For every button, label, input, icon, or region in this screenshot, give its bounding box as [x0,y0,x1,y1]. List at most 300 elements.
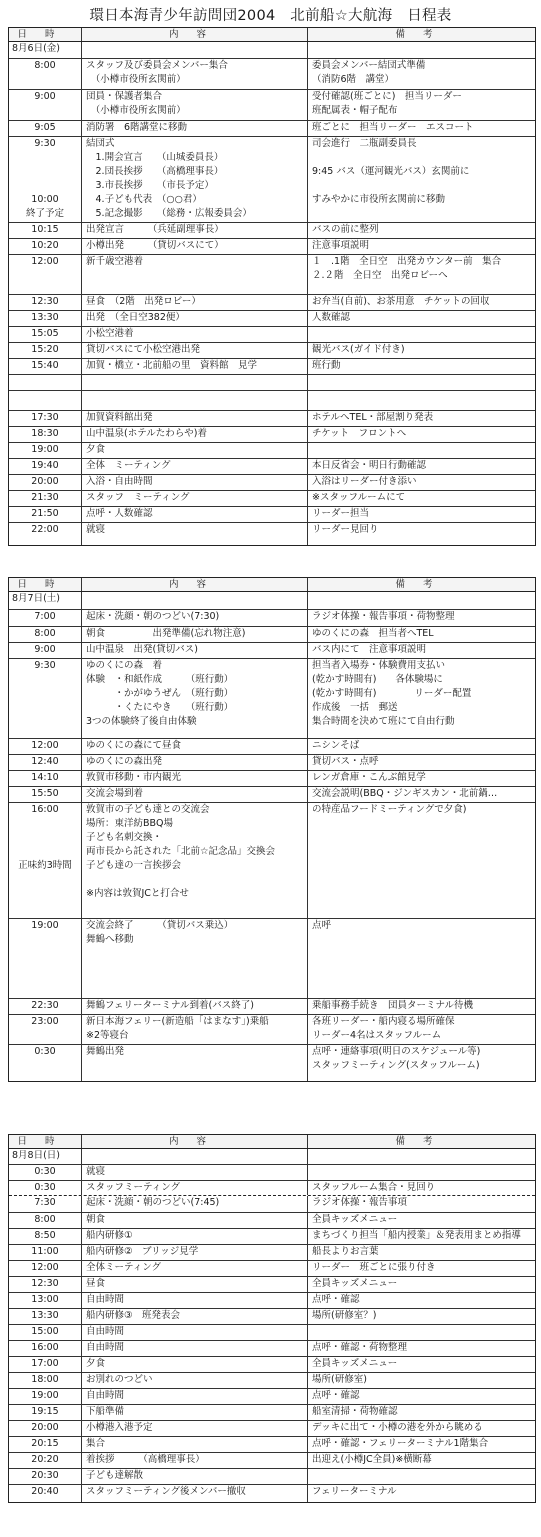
cell-line: 場所：東洋紡BBQ場 [86,818,174,829]
time-cell [9,643,82,658]
cell-line: 3つの体験終了後自由体験 [86,716,197,727]
cell-line: リーダー担当 [312,508,370,519]
cell-line [9,165,81,179]
cell-line: 船内研修② ブリッジ見学 [86,1246,199,1257]
cell-line [312,831,534,845]
time-cell [9,1309,82,1324]
cell-line: チケット フロントへ [312,428,407,439]
content-cell [82,411,308,426]
schedule-row [9,90,535,121]
cell-line: リーダー 班ごとに張り付き [312,1262,436,1273]
content-cell [82,627,308,642]
time-cell [9,1213,82,1228]
schedule-row [9,1469,535,1485]
header-time: 日時 [9,1135,82,1148]
cell-line [86,592,307,606]
time-cell [9,1245,82,1260]
time-cell [9,1421,82,1436]
notes-cell [308,1261,534,1276]
notes-cell [308,295,534,310]
cell-line: 17:30 [31,412,59,423]
cell-line: 貸切バス・点呼 [312,756,379,767]
schedule-row [9,59,535,90]
cell-line [9,831,81,845]
time-cell [9,491,82,506]
cell-line: バスの前に整列 [312,224,379,235]
notes-cell [308,1181,534,1195]
time-cell [9,391,82,410]
cell-line: 船内研修③ 班発表会 [86,1310,181,1321]
schedule-row [9,523,535,545]
cell-line: 10:15 [31,224,59,235]
content-cell [82,1469,308,1484]
schedule-row [9,1229,535,1245]
time-cell [9,1196,82,1212]
time-cell [9,1015,82,1044]
cell-line: 22:30 [31,1000,59,1011]
cell-line: 8:50 [34,1230,56,1241]
notes-cell [308,507,534,522]
content-cell [82,507,308,522]
notes-cell [308,411,534,426]
content-cell [82,1453,308,1468]
cell-line [312,592,534,606]
schedule-row [9,507,535,523]
content-cell [82,803,308,918]
cell-line [312,1149,534,1163]
time-cell [9,523,82,545]
notes-cell [308,1245,534,1260]
notes-cell [308,1277,534,1292]
cell-line: 12:00 [31,256,59,267]
cell-line: 自由時間 [86,1326,125,1337]
cell-line: ホテルへTEL・部屋割り発表 [312,412,434,423]
content-cell [82,1389,308,1404]
content-cell [82,999,308,1014]
time-cell [9,1261,82,1276]
time-cell [9,739,82,754]
cell-line: 点呼・確認・フェリーターミナル1階集合 [312,1438,489,1449]
schedule-row [9,1045,535,1081]
schedule-row [9,255,535,295]
cell-line: バス内にて 注意事項説明 [312,644,427,655]
schedule-row [9,459,535,475]
notes-cell [308,1437,534,1452]
cell-line [9,845,81,859]
notes-cell [308,1309,534,1324]
cell-line: 船内研修① [86,1230,133,1241]
schedule-table-day-2 [8,577,536,1082]
schedule-row [9,1277,535,1293]
schedule-row [9,1421,535,1437]
notes-cell [308,311,534,326]
notes-cell [308,1485,534,1502]
cell-line: スタッフミーティング [86,1182,181,1193]
schedule-row [9,1181,535,1196]
notes-cell [308,739,534,754]
schedule-row [9,1309,535,1325]
notes-cell [308,459,534,474]
content-cell [82,1045,308,1081]
cell-line: （消防6階 講堂） [312,74,395,85]
cell-line: お弁当(自前)、お茶用意 チケットの回収 [312,296,490,307]
time-cell [9,1389,82,1404]
time-cell [9,803,82,918]
cell-line [9,391,81,405]
cell-line: 就寝 [86,524,106,535]
schedule-row [9,359,535,375]
notes-cell [308,627,534,642]
schedule-row [9,1453,535,1469]
notes-cell [308,1213,534,1228]
cell-line: 19:00 [31,920,59,931]
notes-cell [308,1149,534,1164]
notes-cell [308,1196,534,1212]
cell-line: お別れのつどい [86,1374,153,1385]
content-cell [82,1437,308,1452]
notes-cell [308,1015,534,1044]
cell-line: 16:00 [31,1342,59,1353]
notes-cell [308,1453,534,1468]
cell-line: リーダー4名はスタッフルーム [312,1030,442,1041]
date-row [9,42,535,59]
content-cell [82,1245,308,1260]
time-cell [9,137,82,222]
content-cell [82,475,308,490]
cell-line: 班配属表・帽子配布 [312,105,398,116]
content-cell [82,311,308,326]
cell-line: 8:00 [34,1214,56,1225]
content-cell [82,1357,308,1372]
cell-line: 本日反省会・明日行動確認 [312,460,427,471]
cell-line: 15:50 [31,788,59,799]
cell-line: 起床・洗顔・朝のつどい(7:45) [86,1197,220,1208]
schedule-row [9,999,535,1015]
schedule-row [9,627,535,643]
cell-line: （小樽市役所玄関前） [86,74,186,85]
cell-line: 小松空港着 [86,328,134,339]
cell-line: スタッフ ミーティング [86,492,190,503]
cell-line: 8:00 [34,60,56,71]
schedule-row [9,787,535,803]
notes-cell [308,803,534,918]
schedule-row [9,1165,535,1181]
notes-cell [308,1405,534,1420]
content-cell [82,255,308,294]
cell-line: リーダー見回り [312,524,379,535]
time-cell [9,255,82,294]
content-cell [82,295,308,310]
cell-line: 船室清掃・荷物確認 [312,1406,398,1417]
cell-line [312,207,534,221]
time-cell [9,1149,82,1164]
time-cell [9,443,82,458]
cell-line: 8:00 [34,628,56,639]
date-row [9,592,535,610]
header-content: 内容 [82,28,308,41]
schedule-row [9,1389,535,1405]
cell-line [312,887,534,901]
table-header [9,578,535,592]
cell-line: 9:00 [34,644,56,655]
cell-line: 場所(研修室？) [312,1310,377,1321]
cell-line: 小樽港入港予定 [86,1422,153,1433]
date-row [9,1149,535,1165]
content-cell [82,1181,308,1195]
schedule-row [9,1213,535,1229]
document-title: 環日本海青少年訪問団2004 北前船☆大航海 日程表 [89,8,452,24]
cell-line [312,443,534,457]
table-header [9,1135,535,1149]
cell-line: 船長よりお言葉 [312,1246,379,1257]
cell-line: 朝食 出発準備(忘れ物注意) [86,628,246,639]
cell-line: 点呼 [312,920,332,931]
schedule-row [9,295,535,311]
cell-line: 点呼・確認 [312,1390,360,1401]
cell-line: 10:00 [31,194,59,205]
time-cell [9,42,82,58]
time-cell [9,1229,82,1244]
time-cell [9,1453,82,1468]
cell-line: (乾かす時間有) リーダー配置 [312,688,472,699]
cell-line: 17:00 [31,1358,59,1369]
time-cell [9,1277,82,1292]
time-cell [9,1405,82,1420]
schedule-row [9,1405,535,1421]
cell-line: 14:10 [31,772,59,783]
cell-line: 起床・洗顔・朝のつどい(7:30) [86,611,220,622]
cell-line: 8月7日(土) [12,593,61,604]
time-cell [9,919,82,998]
notes-cell [308,239,534,254]
cell-line: 9:45 バス（運河観光バス）玄関前に [312,166,470,177]
cell-line: 19:00 [31,1390,59,1401]
cell-line: 23:00 [31,1016,59,1027]
notes-cell [308,659,534,738]
cell-line: 入浴はリーダー付き添い [312,476,417,487]
cell-line: 出発宣言 （兵延副理事長） [86,224,224,235]
cell-line: 注意事項説明 [312,240,370,251]
notes-cell [308,523,534,545]
content-cell [82,375,308,390]
cell-line [312,873,534,887]
header-notes: 備考 [395,29,451,40]
cell-line: 朝食 [86,1214,106,1225]
cell-line: 子ども達の一言挨拶会 [86,860,182,871]
cell-line: 交流会場到着 [86,788,144,799]
content-cell [82,755,308,770]
notes-cell [308,1469,534,1484]
time-cell [9,1469,82,1484]
schedule-row [9,239,535,255]
content-cell [82,1165,308,1180]
cell-line: 加賀・橋立・北前船の里 資料館 見学 [86,360,258,371]
cell-line: 全体ミーティング [86,1262,162,1273]
content-cell [82,42,308,58]
cell-line: 19:00 [31,444,59,455]
table-header [9,28,535,42]
cell-line: 就寝 [86,1166,106,1177]
cell-line: 班ごとに 担当リーダー エスコート [312,122,474,133]
cell-line: 18:30 [31,428,59,439]
content-cell [82,787,308,802]
cell-line [312,817,534,831]
schedule-row [9,1341,535,1357]
schedule-row [9,610,535,627]
cell-line: 21:50 [31,508,59,519]
notes-cell [308,592,534,609]
cell-line [9,873,81,887]
cell-line: スタッフミーティング(スタッフルーム) [312,1060,480,1071]
cell-line: 新千歳空港着 [86,256,144,267]
schedule-row [9,1245,535,1261]
notes-cell [308,643,534,658]
cell-line: 体験 ・和紙作成 （班行動） [86,674,234,685]
time-cell [9,755,82,770]
cell-line: すみやかに市役所玄関前に移動 [312,194,446,205]
cell-line [312,933,534,947]
content-cell [82,1485,308,1502]
cell-line [9,375,81,389]
notes-cell [308,491,534,506]
cell-line: 自由時間 [86,1390,125,1401]
cell-line [86,1149,307,1163]
schedule-row [9,411,535,427]
cell-line: ※2等寝台 [86,1030,129,1041]
content-cell [82,771,308,786]
notes-cell [308,59,534,89]
content-cell [82,1196,308,1212]
cell-line: レンガ倉庫・こんぶ館見学 [312,772,426,783]
cell-line: 入浴・自由時間 [86,476,153,487]
schedule-row [9,659,535,739]
time-cell [9,121,82,136]
cell-line [86,873,307,887]
cell-line: 団員・保護者集合 [86,91,163,102]
cell-line: 9:00 [34,91,56,102]
cell-line: 12:40 [31,756,59,767]
content-cell [82,343,308,358]
notes-cell [308,1341,534,1356]
time-cell [9,1373,82,1388]
cell-line: 点呼・確認 [312,1294,360,1305]
cell-line: ・かがゆうぜん （班行動） [86,688,234,699]
cell-line: 9:05 [34,122,56,133]
schedule-row [9,1485,535,1502]
cell-line: 貸切バスにて小松空港出発 [86,344,201,355]
cell-line: 13:30 [31,312,59,323]
cell-line: 0:30 [34,1166,56,1177]
cell-line: まちづくり担当「船内授業」＆発表用まとめ指導 [312,1230,521,1241]
content-cell [82,1325,308,1340]
cell-line: 15:20 [31,344,59,355]
content-cell [82,327,308,342]
cell-line: ゆのくにの森 担当者へTEL [312,628,434,639]
notes-cell [308,137,534,222]
notes-cell [308,327,534,342]
schedule-row [9,427,535,443]
cell-line: ラジオ体操・報告事項 [312,1197,408,1208]
cell-line: 4.子ども代表 （○○君） [86,194,202,205]
content-cell [82,919,308,998]
cell-line: ラジオ体操・報告事項・荷物整理 [312,611,455,622]
schedule-row [9,1015,535,1045]
cell-line: ゆのくにの森 着 [86,660,163,671]
cell-line: 18:00 [31,1374,59,1385]
cell-line: 15:05 [31,328,59,339]
cell-line: (乾かす時間有) 各体験場に [312,674,443,685]
cell-line: 12:00 [31,740,59,751]
cell-line: 出迎え(小樽JC全員)※横断幕 [312,1454,432,1465]
content-cell [82,137,308,222]
cell-line: 全員キッズメニュー [312,1278,398,1289]
cell-line: 集合 [86,1438,106,1449]
cell-line: 7:30 [34,1197,56,1208]
content-cell [82,739,308,754]
notes-cell [308,475,534,490]
cell-line [312,845,534,859]
cell-line: 班行動 [312,360,341,371]
content-cell [82,1149,308,1164]
time-cell [9,507,82,522]
cell-line: 全体 ミーティング [86,460,171,471]
cell-line: 新日本海フェリー(新造船「はまなす」)乗船 [86,1016,269,1027]
time-cell [9,223,82,238]
schedule-row [9,1325,535,1341]
cell-line: 消防署 6階講堂に移動 [86,122,188,133]
content-cell [82,239,308,254]
cell-line: 場所(研修室) [312,1374,367,1385]
time-cell [9,659,82,738]
notes-cell [308,90,534,120]
time-cell [9,787,82,802]
notes-cell [308,1357,534,1372]
cell-line [9,151,81,165]
header-time: 日時 [9,28,82,41]
cell-line: 15:00 [31,1326,59,1337]
cell-line: 22:00 [31,524,59,535]
notes-cell [308,391,534,410]
cell-line [312,1325,534,1339]
cell-line [312,1469,534,1483]
notes-cell [308,610,534,626]
schedule-row [9,223,535,239]
cell-line [312,1165,534,1179]
time-cell [9,475,82,490]
cell-line [312,859,534,873]
content-cell [82,643,308,658]
schedule-row [9,491,535,507]
notes-cell [308,42,534,58]
header-notes: 備考 [395,579,451,590]
schedule-row [9,1261,535,1277]
cell-line: 両市長から託された「北前☆記念品」交換会 [86,846,276,857]
cell-line: 山中温泉(ホテルたわらや)着 [86,428,207,439]
notes-cell [308,771,534,786]
time-cell [9,999,82,1014]
cell-line [312,391,534,405]
notes-cell [308,1373,534,1388]
schedule-row [9,643,535,659]
time-cell [9,771,82,786]
schedule-row [9,475,535,491]
time-cell [9,375,82,390]
time-cell [9,427,82,442]
content-cell [82,459,308,474]
time-cell [9,295,82,310]
time-cell [9,1165,82,1180]
cell-line: 乗船事務手続き 団員ターミナル待機 [312,1000,474,1011]
